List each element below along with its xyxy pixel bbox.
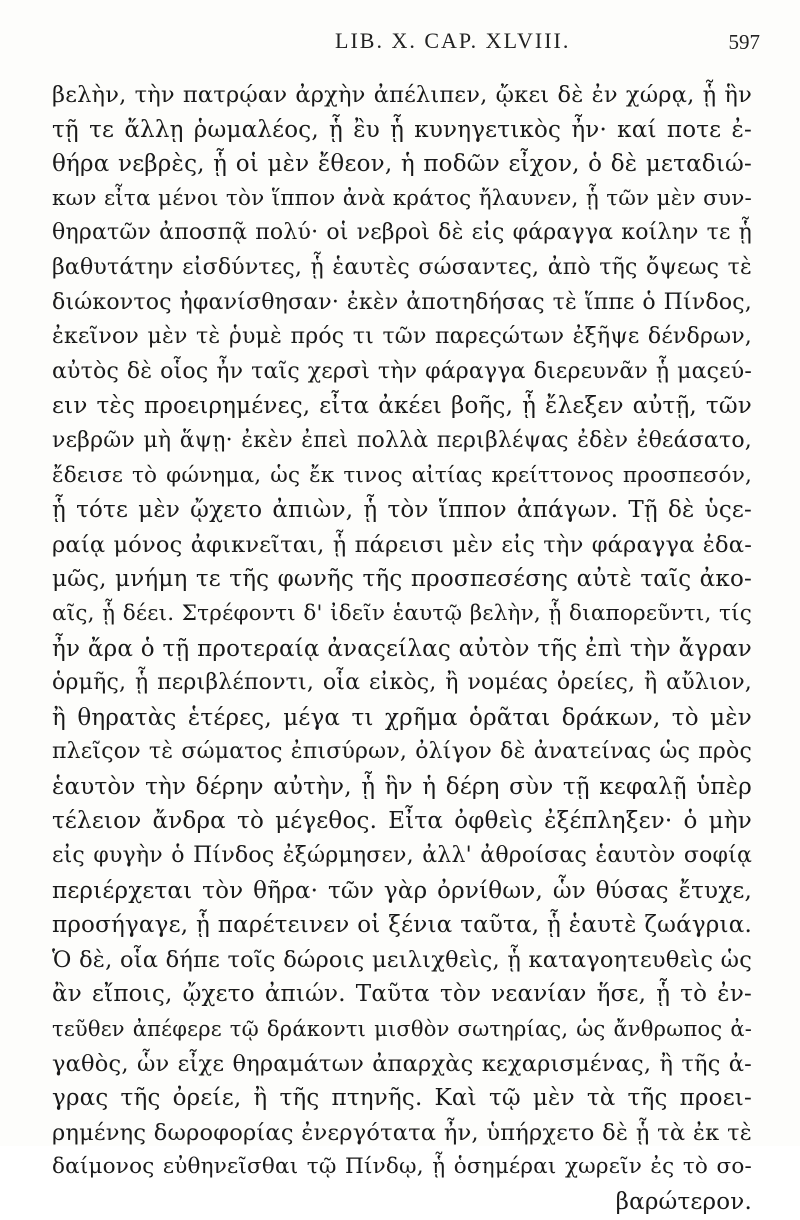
- text-line: ειν τὲς προειρημένες, εἶτα ἀκέει βοῆς, ᾗ ἔλεξεν αὐτῇ, τῶν: [52, 393, 752, 420]
- text-line: ἢ θηρατὰς ἑτέρες, μέγα τι χρῆμα ὁρᾶται δράκων, τὸ μὲν: [52, 704, 752, 731]
- text-line: τεῦθεν ἀπέφερε τῷ δράκοντι μισθὸν σωτηρίας, ὡς ἄνθρωπος ἀ-: [52, 1017, 752, 1042]
- text-line: περιέρχεται τὸν θῆρα· τῶν γὰρ ὀρνίθων, ὧν θύσας ἔτυχε,: [52, 877, 752, 904]
- text-line: Ὁ δὲ, οἷα δήπε τοῖς δώροις μειλιχθεὶς, ᾗ καταγοητευθεὶς ὡς: [52, 946, 752, 973]
- text-line: προσήγαγε, ᾗ παρέτεινεν οἱ ξένια ταῦτα, ᾗ ἑαυτὲ ζωάγρια.: [52, 912, 752, 939]
- text-line: ᾗ τότε μὲν ᾤχετο ἀπιὼν, ᾗ τὸν ἵππον ἀπάγων. Τῇ δὲ ὑςε-: [52, 497, 752, 524]
- text-line: διώκοντος ἠφανίσθησαν· ἐκὲν ἀποτηδήσας τὲ ἵππε ὁ Πίνδος,: [52, 289, 752, 315]
- text-line: τῇ τε ἄλλῃ ῥωμαλέος, ᾗ ἒυ ᾗ κυνηγετικὸς ἦν· καί ποτε ἐ-: [52, 116, 752, 143]
- page-number: 597: [728, 30, 760, 54]
- text-line: γαθὸς, ὧν εἶχε θηραμάτων ἀπαρχὰς κεχαρισμένας, ἢ τῆς ἀ-: [52, 1050, 752, 1077]
- text-line: γρας τῆς ὀρείε, ἢ τῆς πτηνῆς. Καὶ τῷ μὲν τὰ τῆς προει-: [52, 1085, 752, 1112]
- text-line: ἑαυτὸν τὴν δέρην αὐτὴν, ᾗ ἣν ἡ δέρη σὺν τῇ κεφαλῇ ὑπὲρ: [52, 773, 752, 800]
- text-line: θηρατῶν ἀποσπᾷ πολύ· οἱ νεβροὶ δὲ εἰς φάραγγα κοίλην τε ᾗ: [52, 220, 752, 246]
- text-line: θήρα νεβρὲς, ᾗ οἱ μὲν ἔθεον, ἡ ποδῶν εἶχον, ὁ δὲ μεταδιώ-: [52, 151, 752, 178]
- text-line: ὁρμῆς, ᾗ περιβλέποντι, οἷα εἰκὸς, ἢ νομέας ὀρείες, ἢ αὔλιον,: [52, 670, 752, 696]
- text-line: αῖς, ᾗ δέει. Στρέφοντι δ' ἰδεῖν ἑαυτῷ βελὴν, ᾗ διαπορεῦντι, τίς: [52, 600, 752, 626]
- text-line: νεβρῶν μὴ ἅψῃ· ἐκὲν ἐπεὶ πολλὰ περιβλέψας ἐδὲν ἐθεάσατο,: [52, 427, 752, 453]
- text-line: δαίμονος εὐθηνεῖσθαι τῷ Πίνδῳ, ᾗ ὁσημέραι χωρεῖν ἐς τὸ σο-: [52, 1154, 752, 1180]
- text-line: πλεῖςον τὲ σώματος ἐπισύρων, ὀλίγον δὲ ἀνατείνας ὡς πρὸς: [52, 739, 752, 765]
- text-line: ἦν ἄρα ὁ τῇ προτεραίᾳ ἀναςείλας αὐτὸν τῆς ἐπὶ τὴν ἄγραν: [52, 635, 752, 662]
- text-line: κων εἶτα μένοι τὸν ἵππον ἀνὰ κράτος ἤλαυνεν, ᾗ τῶν μὲν συν-: [52, 185, 752, 211]
- text-line: εἰς φυγὴν ὁ Πίνδος ἐξώρμησεν, ἀλλ' ἀθροίσας ἑαυτὸν σοφίᾳ: [52, 843, 752, 869]
- text-line: τέλειον ἄνδρα τὸ μέγεθος. Εἶτα ὀφθεὶς ἐξέπληξεν· ὁ μὴν: [52, 808, 752, 835]
- page-header: [60, 22, 760, 62]
- catchword: βαρώτερον.: [615, 1189, 752, 1215]
- running-head: LIB. X. CAP. XLVIII.: [335, 28, 571, 53]
- text-line: αὐτὸς δὲ οἷος ἦν ταῖς χερσὶ τὴν φάραγγα διερευνᾶν ᾗ μαςεύ-: [52, 358, 752, 384]
- text-line: ραίᾳ μόνος ἀφικνεῖται, ᾗ πάρεισι μὲν εἰς τὴν φάραγγα ἐδα-: [52, 531, 752, 558]
- text-line: ρημένης δωροφορίας ἐνεργότατα ἦν, ὑπήρχετο δὲ ᾗ τὰ ἐκ τὲ: [52, 1119, 752, 1146]
- text-line: μῶς, μνήμη τε τῆς φωνῆς τῆς προσπεσέσης αὐτὲ ταῖς ἀκο-: [52, 566, 752, 593]
- text-line: ἔδεισε τὸ φώνημα, ὡς ἔκ τινος αἰτίας κρείττονος προσπεσόν,: [52, 462, 752, 488]
- body-text: [52, 78, 752, 1220]
- text-line: ἂν εἴποις, ᾤχετο ἀπιών. Ταῦτα τὸν νεανίαν ἥσε, ᾗ τὸ ἐν-: [52, 981, 752, 1008]
- text-line: βαθυτάτην εἰσδύντες, ᾗ ἑαυτὲς σώσαντες, ἀπὸ τῆς ὄψεως τὲ: [52, 254, 752, 280]
- text-line: βελὴν, τὴν πατρῴαν ἀρχὴν ἀπέλιπεν, ᾤκει δὲ ἐν χώρᾳ, ᾗ ἣν: [52, 82, 752, 108]
- text-line: ἐκεῖνον μὲν τὲ ῥυμὲ πρός τι τῶν παρεςώτων ἐξῆψε δένδρων,: [52, 324, 752, 350]
